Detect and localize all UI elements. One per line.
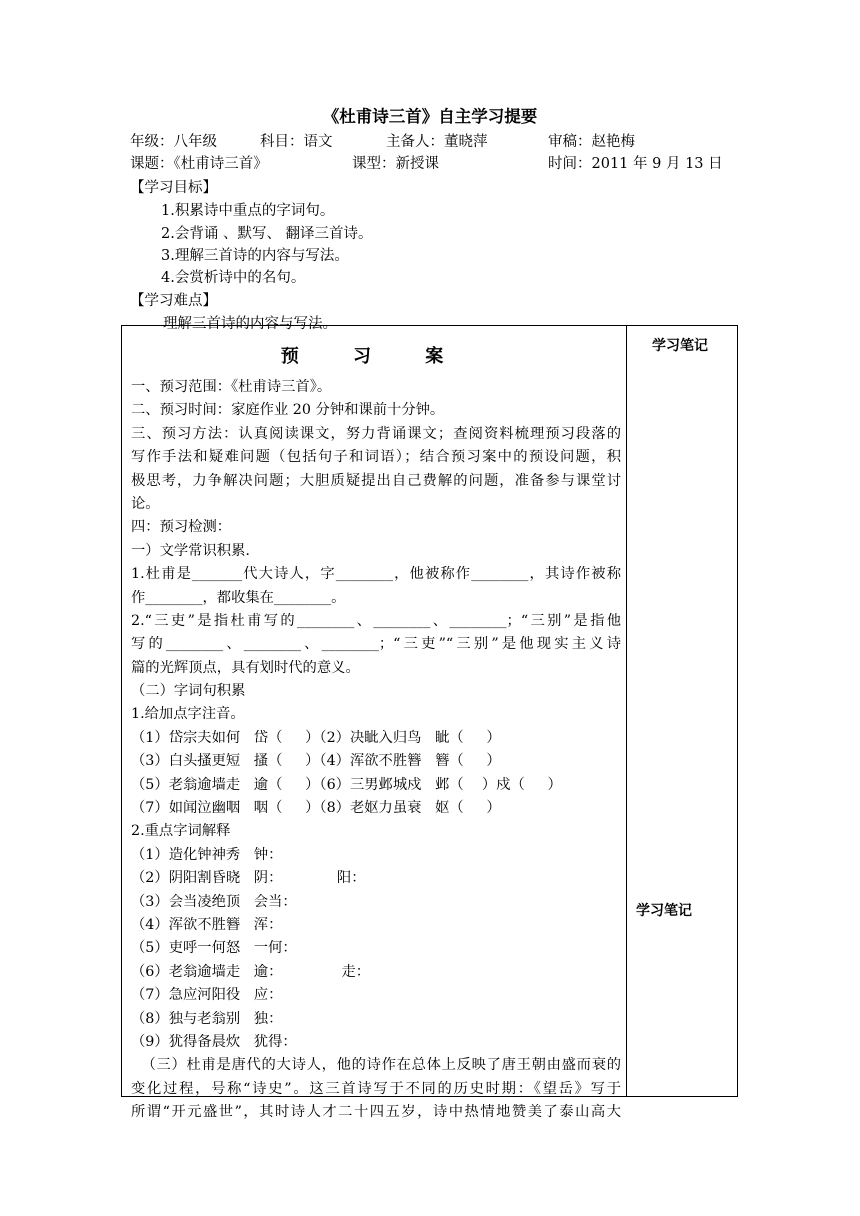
- text-line: 1.给加点字注音。: [131, 706, 245, 723]
- text-line: 一）文学常识积累.: [131, 542, 250, 559]
- text-line: 1.杜甫是_______代大诗人，字________，他被称作________，其诗作被称: [131, 566, 621, 583]
- lesson-type-label: 课型：新授课: [352, 156, 439, 172]
- text-line: （7）如闻泣幽咽 咽（ ）（8）老妪力虽衰 妪（ ）: [131, 800, 501, 817]
- text-line: （8）独与老翁别 独：: [131, 1010, 283, 1027]
- text-line: 一、预习范围：《杜甫诗三首》。: [131, 379, 332, 395]
- goal-item: 2.会背诵 、默写、 翻译三首诗。: [161, 226, 373, 242]
- meta-row-1: [130, 130, 750, 152]
- text-line: （7）急应河阳役 应：: [131, 987, 283, 1004]
- text-line: 写的________、________、________；“三吏”“三别”是他现实主义诗: [131, 636, 621, 653]
- goals-heading: 【学习目标】: [130, 180, 217, 196]
- difficulty-heading: 【学习难点】: [130, 293, 217, 309]
- text-line: 写作手法和疑难问题（包括句子和词语）；结合预习案中的预设问题，积: [131, 449, 621, 466]
- difficulty-text: 理解三首诗的内容与写法。: [163, 316, 337, 332]
- text-line: 变化过程，号称“诗史”。这三首诗写于不同的历史时期：《望岳》写于: [131, 1080, 621, 1097]
- document-title: 《杜甫诗三首》自主学习提要: [322, 107, 538, 126]
- goal-item: 4.会赏析诗中的名句。: [161, 270, 306, 286]
- text-line: 极思考，力争解决问题；大胆质疑提出自己费解的问题，准备参与课堂讨: [131, 472, 621, 489]
- text-line: （3）白头搔更短 搔（ ）（4）浑欲不胜簪 簪（ ）: [131, 753, 501, 770]
- preview-case-table: [121, 325, 738, 1121]
- text-line: 2.“三吏”是指杜甫写的________、________、________；“三别”是指他: [131, 612, 622, 629]
- text-line: （9）犹得备晨炊 犹得：: [131, 1033, 297, 1050]
- topic-label: 课题：《杜甫诗三首》: [130, 156, 268, 172]
- text-line: （5）老翁逾墙走 逾（ ）（6）三男邺城戍 邺（ ）戍（ ）: [131, 776, 562, 793]
- meta-row-2: [130, 152, 750, 174]
- text-line: 篇的光辉顶点，具有划时代的意义。: [131, 659, 360, 676]
- text-line: （三）杜甫是唐代的大诗人，他的诗作在总体上反映了唐王朝由盛而衰的: [131, 1057, 621, 1074]
- text-line: （2）阴阳割昏晓 阴： 阳：: [131, 870, 366, 887]
- text-line: 2.重点字词解释: [131, 823, 231, 840]
- column-divider: [626, 326, 627, 1096]
- notes-column-label: 学习笔记: [636, 903, 692, 919]
- text-line: （6）老翁逾墙走 逾： 走：: [131, 963, 371, 980]
- goal-item: 3.理解三首诗的内容与写法。: [161, 248, 349, 264]
- text-line: （5）吏呼一何怒 一何：: [131, 940, 297, 957]
- text-line: 作________，都收集在________。: [131, 589, 346, 606]
- text-line: （1）岱宗夫如何 岱（ ）（2）决眦入归鸟 眦（ ）: [131, 729, 501, 746]
- text-line: （1）造化钟神秀 钟：: [131, 846, 283, 863]
- text-line: 四：预习检测：: [131, 519, 232, 536]
- text-line: 二、预习时间：家庭作业 20 分钟和课前十分钟。: [131, 402, 445, 419]
- text-line: （3）会当凌绝顶 会当：: [131, 893, 297, 910]
- grade-label: 年级：八年级: [130, 134, 217, 150]
- preparer-label: 主备人：董晓萍: [386, 134, 488, 150]
- text-line: 所谓“开元盛世”，其时诗人才二十四五岁，诗中热情地赞美了泰山高大: [131, 1104, 621, 1121]
- text-line: （4）浑欲不胜簪 浑：: [131, 916, 283, 933]
- notes-column-heading: 学习笔记: [652, 338, 708, 354]
- goal-item: 1.积累诗中重点的字词句。: [161, 203, 335, 219]
- reviewer-label: 审稿：赵艳梅: [548, 134, 635, 150]
- preview-case-title: 预 习 案: [280, 346, 468, 367]
- text-line: 三、预习方法：认真阅读课文，努力背诵课文；查阅资料梳理预习段落的: [131, 425, 621, 442]
- text-line: （二）字词句积累: [131, 683, 246, 700]
- date-label: 时间：2011 年 9 月 13 日: [548, 156, 723, 172]
- text-line: 论。: [131, 495, 160, 512]
- subject-label: 科目：语文: [260, 134, 333, 150]
- preview-case-body: [131, 376, 621, 1125]
